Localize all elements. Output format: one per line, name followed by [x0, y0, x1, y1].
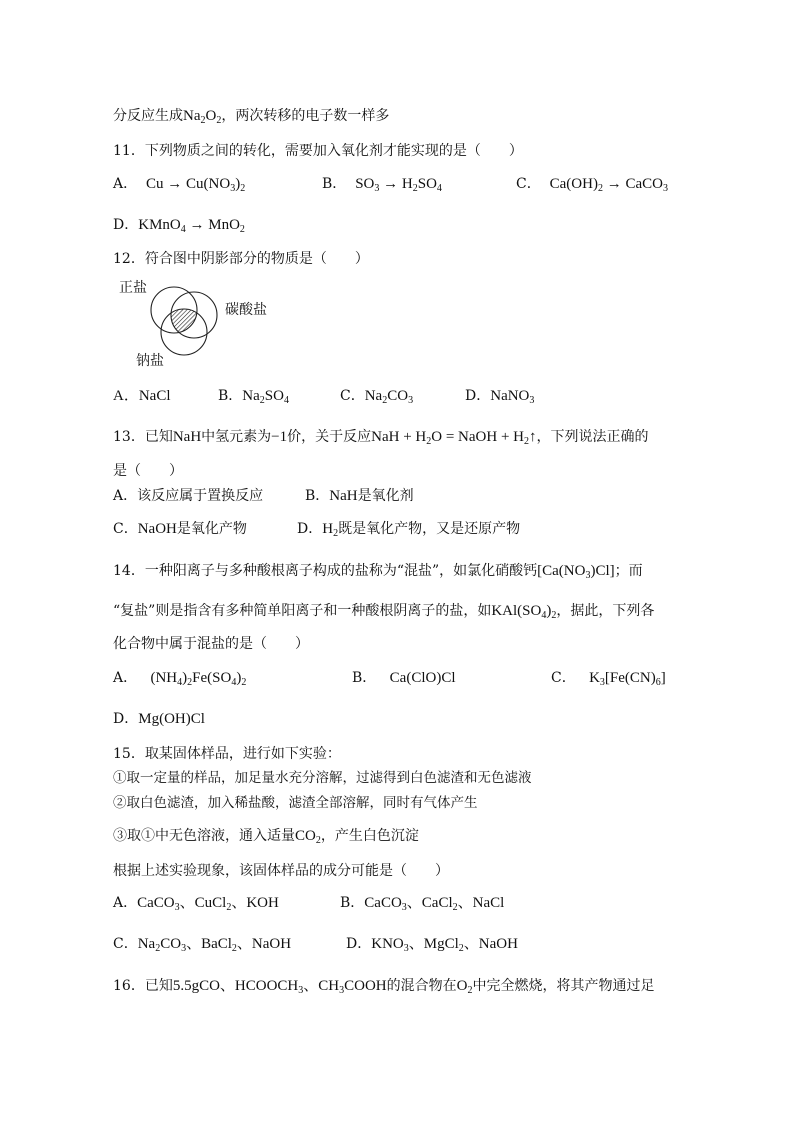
venn-label-zhengyan: 正盐: [119, 280, 147, 296]
q13-option-a: A．该反应属于置换反应: [113, 488, 264, 504]
q11-stem: 11．下列物质之间的转化，需要加入氧化剂才能实现的是（ ）: [113, 143, 523, 159]
q14-option-c: C． $K_3[Fe(CN)_6]$: [551, 670, 666, 688]
venn-label-tansuanyan: 碳酸盐: [225, 302, 267, 318]
q15-option-a: A．CaCO$_3$、CuCl$_2$、KOH: [113, 895, 279, 913]
q13-option-b: B．NaH是氧化剂: [305, 488, 414, 504]
q11-option-c: C． $Ca(OH)_2$ → CaCO$_3$: [516, 176, 668, 194]
q12-option-a: A．NaCl: [113, 388, 171, 404]
q15-option-c: C．$Na_2CO_3$、BaCl$_2$、NaOH: [113, 936, 292, 954]
q15-option-b: B．CaCO$_3$、CaCl$_2$、NaCl: [340, 895, 505, 913]
q15-stem: 15．取某固体样品，进行如下实验：: [113, 746, 341, 762]
venn-diagram: [112, 274, 292, 374]
q14-line-3: 化合物中属于混盐的是（ ）: [113, 636, 309, 652]
q11-option-d: D．KMnO$_4$ → MnO$_2$: [113, 217, 245, 235]
formula-na2o2: $Na_2O_2$: [183, 108, 222, 126]
intro-line: 分反应生成$Na_2O_2$，两次转移的电子数一样多: [113, 108, 390, 126]
q14-option-b: B． Ca(ClO)Cl: [352, 670, 456, 686]
q14-option-d: D．Mg(OH)Cl: [113, 711, 205, 727]
q15-conclusion: 根据上述实验现象，该固体样品的成分可能是（ ）: [113, 863, 449, 879]
q13-stem: 13．已知NaH中氢元素为−1价，关于反应NaH + $H_2O$ = NaOH + $H_2↑$，下列说法正确的: [113, 429, 649, 447]
q14-line-2: “复盐”则是指含有多种简单阳离子和一种酸根阴离子的盐，如$KAl(SO_4)_2$，据此，下列各: [113, 603, 655, 621]
q12-option-c: C．$Na_2CO_3$: [340, 388, 414, 406]
q13-stem-end: 是（ ）: [113, 463, 183, 479]
q15-step-2: ②取白色滤渣，加入稀盐酸，滤渣全部溶解，同时有气体产生: [113, 795, 478, 811]
q14-line-1: 14．一种阳离子与多种酸根离子构成的盐称为“混盐”，如氯化硝酸钙$[Ca(NO_3)Cl]$；而: [113, 563, 643, 581]
q11-option-b: B． $SO_3 \to H_2SO_4$: [322, 176, 442, 194]
q12-option-b: B．$Na_2SO_4$: [218, 388, 289, 406]
q15-option-d: D．$KNO_3$、MgCl$_2$、NaOH: [346, 936, 518, 954]
q11-option-a: A． $Cu \to Cu(NO_3)_2$: [113, 176, 246, 194]
q15-step-1: ①取一定量的样品，加足量水充分溶解，过滤得到白色滤渣和无色滤液: [113, 770, 532, 786]
venn-label-nayan: 钠盐: [136, 353, 164, 369]
q13-option-c: C．NaOH是氧化产物: [113, 521, 247, 537]
q13-option-d: D．$H_2$既是氧化产物，又是还原产物: [297, 521, 521, 539]
q15-step-3: ③取①中无色溶液，通入适量$CO_2$，产生白色沉淀: [113, 828, 419, 846]
q12-stem: 12．符合图中阴影部分的物质是（ ）: [113, 251, 369, 267]
q14-option-a: A． $(NH_4)_2Fe(SO_4)_2$: [113, 670, 247, 688]
q12-option-d: D．NaNO$_3$: [465, 388, 535, 406]
q16-stem: 16．已知5.5gCO、$HCOOCH_3$、$CH_3COOH$的混合物在$O_2$中完全燃烧，将其产物通过足: [113, 978, 655, 996]
